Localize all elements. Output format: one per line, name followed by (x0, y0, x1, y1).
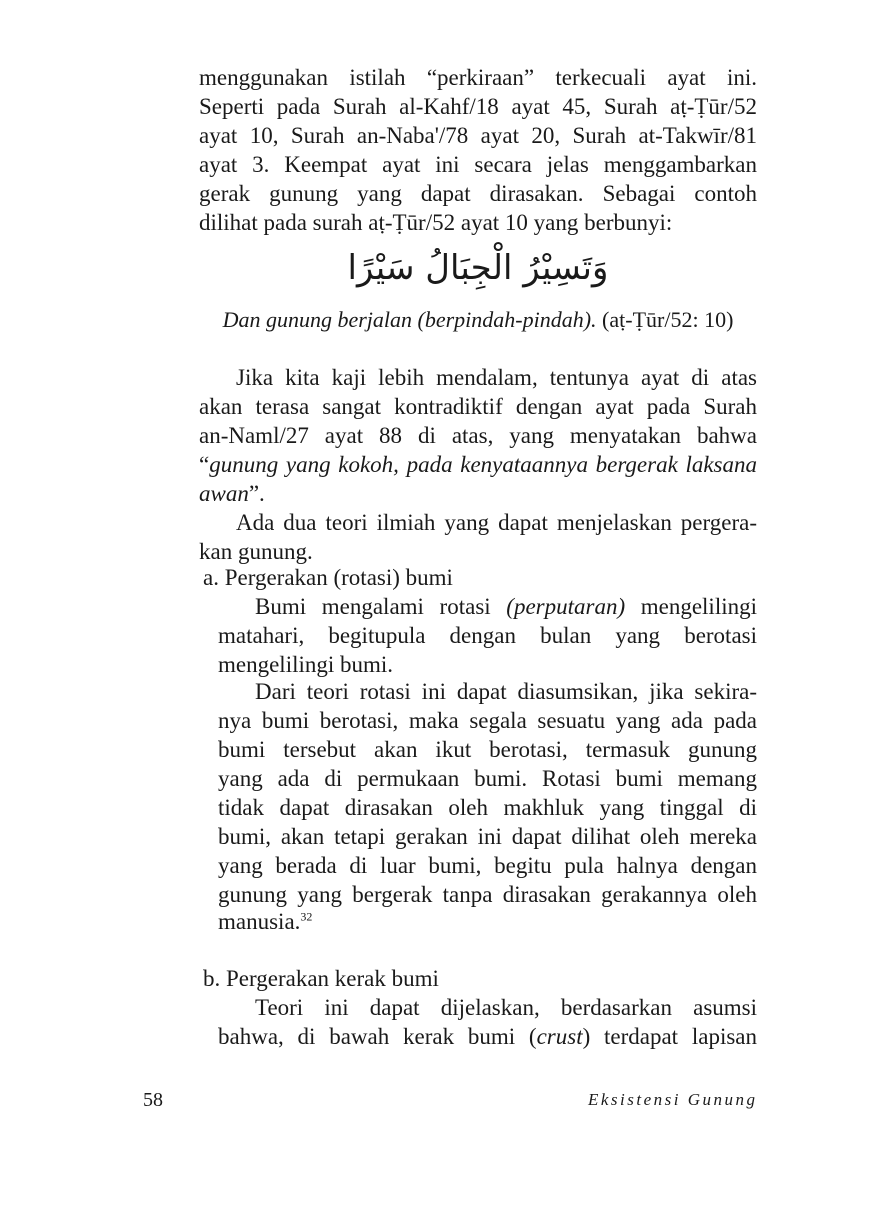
body-line: Dari teori rotasi ini dapat diasumsikan, jika sekira- (255, 679, 757, 704)
text-span: mengelilingi (640, 594, 757, 619)
text-span: manusia. (218, 909, 301, 934)
quote-line (199, 451, 757, 479)
section-b-heading: b. Pergerakan kerak bumi (203, 966, 439, 991)
body-line (218, 1023, 757, 1051)
verse-caption (199, 306, 757, 334)
text-span: Bumi mengalami rotasi (255, 594, 491, 619)
body-line: dilihat pada surah aṭ-Ṭūr/52 ayat 10 yang berbunyi: (199, 210, 673, 235)
text-span: ) terdapat lapisan (582, 1024, 757, 1049)
close-quote: ”. (248, 481, 265, 506)
verse-translation: Dan gunung berjalan (berpindah-pindah). (222, 307, 597, 332)
body-line: kan gunung. (199, 539, 313, 564)
running-title: Eksistensi Gunung (588, 1090, 758, 1109)
body-line: yang ada di permukaan bumi. Rotasi bumi memang (218, 766, 757, 791)
body-line: Ada dua teori ilmiah yang dapat menjelaskan pergera- (236, 510, 757, 535)
quote-text: gunung yang kokoh, pada kenyataannya bergerak laksana (209, 452, 757, 477)
body-line: nya bumi berotasi, maka segala sesuatu yang ada pada (218, 708, 757, 733)
open-quote: “ (199, 452, 210, 477)
body-line: bumi tersebut akan ikut berotasi, termasuk gunung (218, 737, 757, 762)
body-line: gerak gunung yang dapat dirasakan. Sebagai contoh (199, 181, 757, 206)
arabic-verse: وَتَسِيْرُ الْجِبَالُ سَيْرًا (347, 248, 609, 288)
body-line: Jika kita kaji lebih mendalam, tentunya ayat di atas (236, 365, 757, 390)
body-line: an-Naml/27 ayat 88 di atas, yang menyatakan bahwa (199, 423, 757, 448)
body-line: ayat 3. Keempat ayat ini secara jelas menggambarkan (199, 152, 757, 177)
italic-term: (perputaran) (506, 594, 626, 619)
quote-line (199, 480, 265, 508)
body-line: menggunakan istilah “perkiraan” terkecuali ayat ini. (199, 65, 757, 90)
body-line: Seperti pada Surah al-Kahf/18 ayat 45, Surah aṭ-Ṭūr/52 (199, 94, 757, 119)
body-line: tidak dapat dirasakan oleh makhluk yang tinggal di (218, 795, 757, 820)
body-line: ayat 10, Surah an-Naba'/78 ayat 20, Surah at-Takwīr/81 (199, 123, 757, 148)
footnote-reference: 32 (300, 909, 313, 924)
body-line: bumi, akan tetapi gerakan ini dapat dilihat oleh mereka (218, 824, 757, 849)
body-line: mengelilingi bumi. (218, 652, 394, 677)
verse-reference: (aṭ-Ṭūr/52: 10) (602, 307, 734, 332)
body-line (218, 908, 312, 936)
italic-term: crust (536, 1024, 583, 1049)
body-line: yang berada di luar bumi, begitu pula halnya dengan (218, 853, 757, 878)
body-line (255, 593, 757, 621)
body-line: Teori ini dapat dijelaskan, berdasarkan asumsi (255, 995, 757, 1020)
text-span: bahwa, di bawah kerak bumi ( (218, 1024, 537, 1049)
page-number: 58 (143, 1089, 163, 1111)
body-line: akan terasa sangat kontradiktif dengan ayat pada Surah (199, 394, 757, 419)
quote-text: awan (199, 481, 249, 506)
body-line: matahari, begitupula dengan bulan yang berotasi (218, 623, 757, 648)
body-line: gunung yang bergerak tanpa dirasakan gerakannya oleh (218, 882, 757, 907)
section-a-heading: a. Pergerakan (rotasi) bumi (203, 565, 453, 590)
